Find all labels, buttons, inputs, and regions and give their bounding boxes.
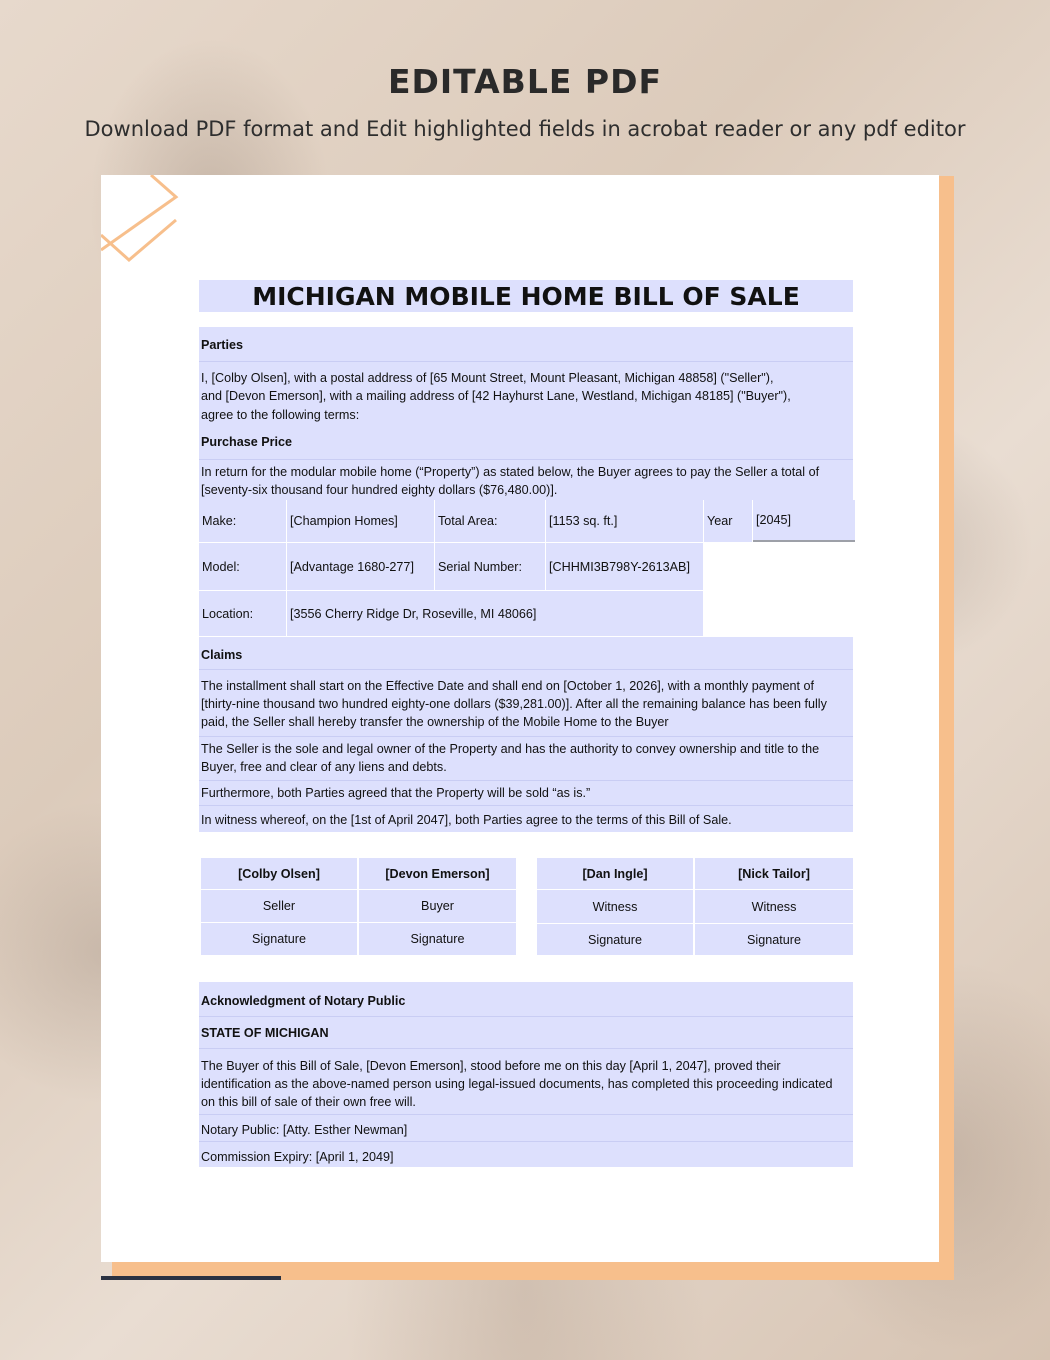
witness1-name-field[interactable]: [Dan Ingle] — [537, 858, 693, 889]
claims-line: The Seller is the sole and legal owner of the Property and has the authority to convey ownership and title to the — [201, 742, 820, 756]
document-sheet — [101, 175, 939, 1262]
purchase-price-text-field[interactable] — [199, 460, 853, 500]
notary-public-field[interactable] — [199, 1115, 853, 1141]
claims-line: In witness whereof, on the [1st of April 2047], both Parties agree to the terms of this Bill of Sale. — [201, 813, 732, 827]
claims-line: The installment shall start on the Effective Date and shall end on [October 1, 2026], with a monthly payment of — [201, 679, 815, 693]
parties-line: I, [Colby Olsen], with a postal address of [65 Mount Street, Mount Pleasant, Michigan 48858] ("Seller"), — [201, 371, 774, 385]
claims-p1-field[interactable] — [199, 670, 853, 736]
witness2-name-field[interactable]: [Nick Tailor] — [695, 858, 853, 889]
seller-signature-field[interactable]: Signature — [201, 923, 357, 955]
notary-heading-field[interactable] — [199, 982, 853, 1016]
witness1-signature-field[interactable]: Signature — [537, 924, 693, 955]
parties-line: agree to the following terms: — [201, 408, 360, 422]
document-title: MICHIGAN MOBILE HOME BILL OF SALE — [199, 280, 853, 312]
area-label: Total Area: — [435, 500, 545, 542]
buyer-role: Buyer — [359, 890, 516, 922]
location-field[interactable]: [3556 Cherry Ridge Dr, Roseville, MI 48066] — [287, 591, 703, 636]
sheet-dark-edge — [101, 1276, 281, 1280]
witness2-role: Witness — [695, 890, 853, 923]
buyer-name-field[interactable]: [Devon Emerson] — [359, 858, 516, 889]
notary-state-field[interactable] — [199, 1017, 853, 1048]
parties-line: and [Devon Emerson], with a mailing address of [42 Hayhurst Lane, Westland, Michigan 48185] ("Buyer"), — [201, 389, 791, 403]
purchase-price-heading-field[interactable] — [199, 429, 853, 459]
notary-line: identification as the above-named person using legal-issued documents, has completed this proceeding indicated — [201, 1077, 833, 1091]
seller-name-field[interactable]: [Colby Olsen] — [201, 858, 357, 889]
witness2-signature-field[interactable]: Signature — [695, 924, 853, 955]
notary-public: Notary Public: [Atty. Esther Newman] — [201, 1123, 408, 1137]
claims-line: [thirty-nine thousand two hundred eighty-one dollars ($39,281.00)]. After all the remaining balance has been fully — [201, 697, 827, 711]
claims-p3-field[interactable] — [199, 781, 853, 805]
model-label: Model: — [199, 543, 286, 590]
claims-p2-field[interactable] — [199, 737, 853, 780]
notary-line: on this bill of sale of their own free will. — [201, 1095, 416, 1109]
commission-expiry: Commission Expiry: [April 1, 2049] — [201, 1150, 394, 1164]
parties-text-field[interactable] — [199, 362, 853, 429]
make-field[interactable]: [Champion Homes] — [287, 500, 434, 542]
year-field[interactable]: [2045] — [753, 500, 855, 542]
claims-line: paid, the Seller shall hereby transfer the ownership of the Mobile Home to the Buyer — [201, 715, 669, 729]
serial-label: Serial Number: — [435, 543, 545, 590]
claims-p4-field[interactable] — [199, 806, 853, 832]
purchase-price-line: [seventy-six thousand four hundred eighty dollars ($76,480.00)]. — [201, 483, 558, 497]
purchase-price-line: In return for the modular mobile home (“Property”) as stated below, the Buyer agrees to pay the Seller a total of — [201, 465, 820, 479]
location-label: Location: — [199, 591, 286, 636]
buyer-signature-field[interactable]: Signature — [359, 923, 516, 955]
page-subheading: Download PDF format and Edit highlighted fields in acrobat reader or any pdf editor — [84, 117, 966, 141]
purchase-price-heading: Purchase Price — [201, 435, 293, 449]
area-field[interactable]: [1153 sq. ft.] — [546, 500, 703, 542]
witness1-role: Witness — [537, 890, 693, 923]
page-heading: EDITABLE PDF — [387, 62, 663, 101]
parties-heading: Parties — [201, 338, 244, 352]
claims-heading: Claims — [201, 648, 243, 662]
notary-heading: Acknowledgment of Notary Public — [201, 994, 406, 1008]
notary-text-field[interactable] — [199, 1049, 853, 1114]
diamond-decoration-icon — [101, 175, 191, 285]
claims-line: Buyer, free and clear of any liens and debts. — [201, 760, 447, 774]
model-field[interactable]: [Advantage 1680-277] — [287, 543, 434, 590]
serial-field[interactable]: [CHHMI3B798Y-2613AB] — [546, 543, 703, 590]
seller-role: Seller — [201, 890, 357, 922]
parties-heading-field[interactable] — [199, 327, 853, 361]
commission-expiry-field[interactable] — [199, 1142, 853, 1167]
claims-line: Furthermore, both Parties agreed that the Property will be sold “as is.” — [201, 786, 591, 800]
notary-state: STATE OF MICHIGAN — [201, 1026, 329, 1040]
year-label: Year — [704, 500, 752, 542]
claims-heading-field[interactable] — [199, 637, 853, 669]
make-label: Make: — [199, 500, 286, 542]
notary-line: The Buyer of this Bill of Sale, [Devon Emerson], stood before me on this day [April 1, 2047], proved their — [201, 1059, 781, 1073]
